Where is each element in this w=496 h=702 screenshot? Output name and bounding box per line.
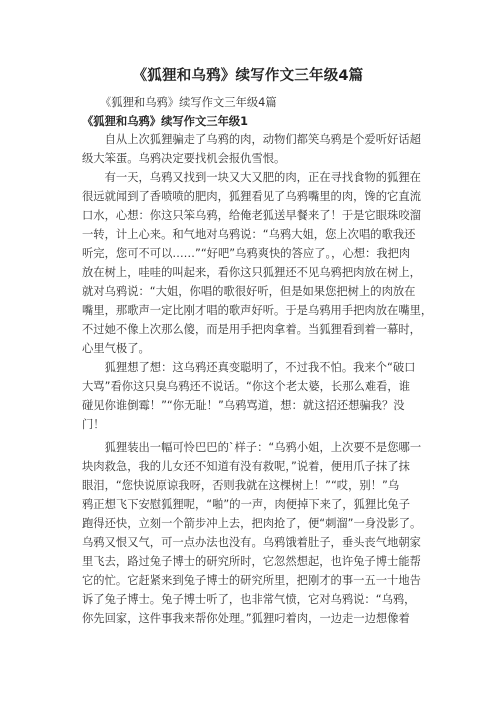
paragraph-line: 自从上次狐狸骗走了乌鸦的肉，动物们都笑乌鸦是个爱听好话超 xyxy=(82,133,421,146)
paragraph-line: 它的忙。它赶紧来到兔子博士的研究所里，把刚才的事一五一十地告 xyxy=(82,574,421,587)
paragraph-line: 口水，心想：你这只笨乌鸦，给俺老狐送早餐来了！于是它眼珠咬溜 xyxy=(82,209,421,222)
paragraph-line: 不过她不像上次那么傻，而是用手把肉拿着。当狐狸看到着一幕时， xyxy=(82,323,421,336)
paragraph-line: 心里气极了。 xyxy=(82,342,150,355)
paragraph-line: 狐狸想了想：这乌鸦还真变聪明了，不过我不怕。我来个“破口 xyxy=(82,361,416,374)
document-subtitle: 《狐狸和乌鸦》续写作文三年级4篇 xyxy=(100,96,277,109)
paragraph-line: 一转，计上心来。和气地对乌鸦说：“乌鸦大姐，您上次唱的歌我还 xyxy=(82,228,416,241)
paragraph-line: 乌鸦又恨又气，可一点办法也没有。乌鸦饿着肚子，垂头丧气地朝家 xyxy=(82,536,421,549)
paragraph-line: 你先回家，这件事我来帮你处理。”狐狸叼着肉，一边走一边想像着 xyxy=(82,612,410,625)
paragraph-line: 诉了兔子博士。兔子博士听了，也非常气愤，它对乌鸦说：“乌鸦， xyxy=(82,593,416,606)
paragraph-line: 块肉救急，我的儿女还不知道有没有救呢，”说着，便用爪子抹了抹 xyxy=(82,460,410,473)
paragraph-line: 大骂”看你这只臭乌鸦还不说话。“你这个老太婆，长那么难看，谁 xyxy=(82,380,411,393)
document-title: 《狐狸和乌鸦》续写作文三年级4篇 xyxy=(132,68,364,84)
paragraph-line: 听完，您可不可以……”“好吧”乌鸦爽快的答应了。，心想：我把肉 xyxy=(82,247,411,260)
paragraph-line: 嘴里，那歌声一定比刚才唱的歌声好听。于是乌鸦用手把肉放在嘴里， xyxy=(82,304,433,317)
paragraph-line: 很远就闻到了香喷喷的肥肉，狐狸看见了乌鸦嘴里的肉，馋的它直流 xyxy=(82,190,421,203)
paragraph-line: 眼泪，“您快说原谅我呀，否则我就在这棵树上！”“哎，别！”乌 xyxy=(82,479,400,492)
paragraph-line: 里飞去，路过兔子博士的研究所时，它忽然想起，也许兔子博士能帮 xyxy=(82,555,421,568)
paragraph-line: 狐狸装出一幅可怜巴巴的`样子：“乌鸦小姐，上次要不是您哪一 xyxy=(82,441,422,454)
paragraph-line: 就对乌鸦说：“大姐，你唱的歌很好听，但是如果您把树上的肉放在 xyxy=(82,285,416,298)
paragraph-line: 门！ xyxy=(82,418,105,431)
paragraph-line: 级大笨蛋。乌鸦决定要找机会报仇雪恨。 xyxy=(82,152,286,165)
paragraph-line: 碰见你谁倒霉！”“你无耻！”乌鸦骂道，想：就这招还想骗我？没 xyxy=(82,399,405,412)
paragraph-line: 跑得还快，立刻一个箭步冲上去，把肉抢了，便“刺溜”一身没影了。 xyxy=(82,517,422,530)
paragraph-line: 放在树上，哇哇的叫起来，看你这只狐狸还不见乌鸦把肉放在树上， xyxy=(82,266,421,279)
paragraph-line: 有一天，乌鸦又找到一块又大又肥的肉，正在寻找食物的狐狸在 xyxy=(82,171,421,184)
section-heading: 《狐狸和乌鸦》续写作文三年级1 xyxy=(82,115,249,128)
paragraph-line: 鸦正想飞下安慰狐狸呢，“啪”的一声，肉便掉下来了，狐狸比兔子 xyxy=(82,498,411,511)
